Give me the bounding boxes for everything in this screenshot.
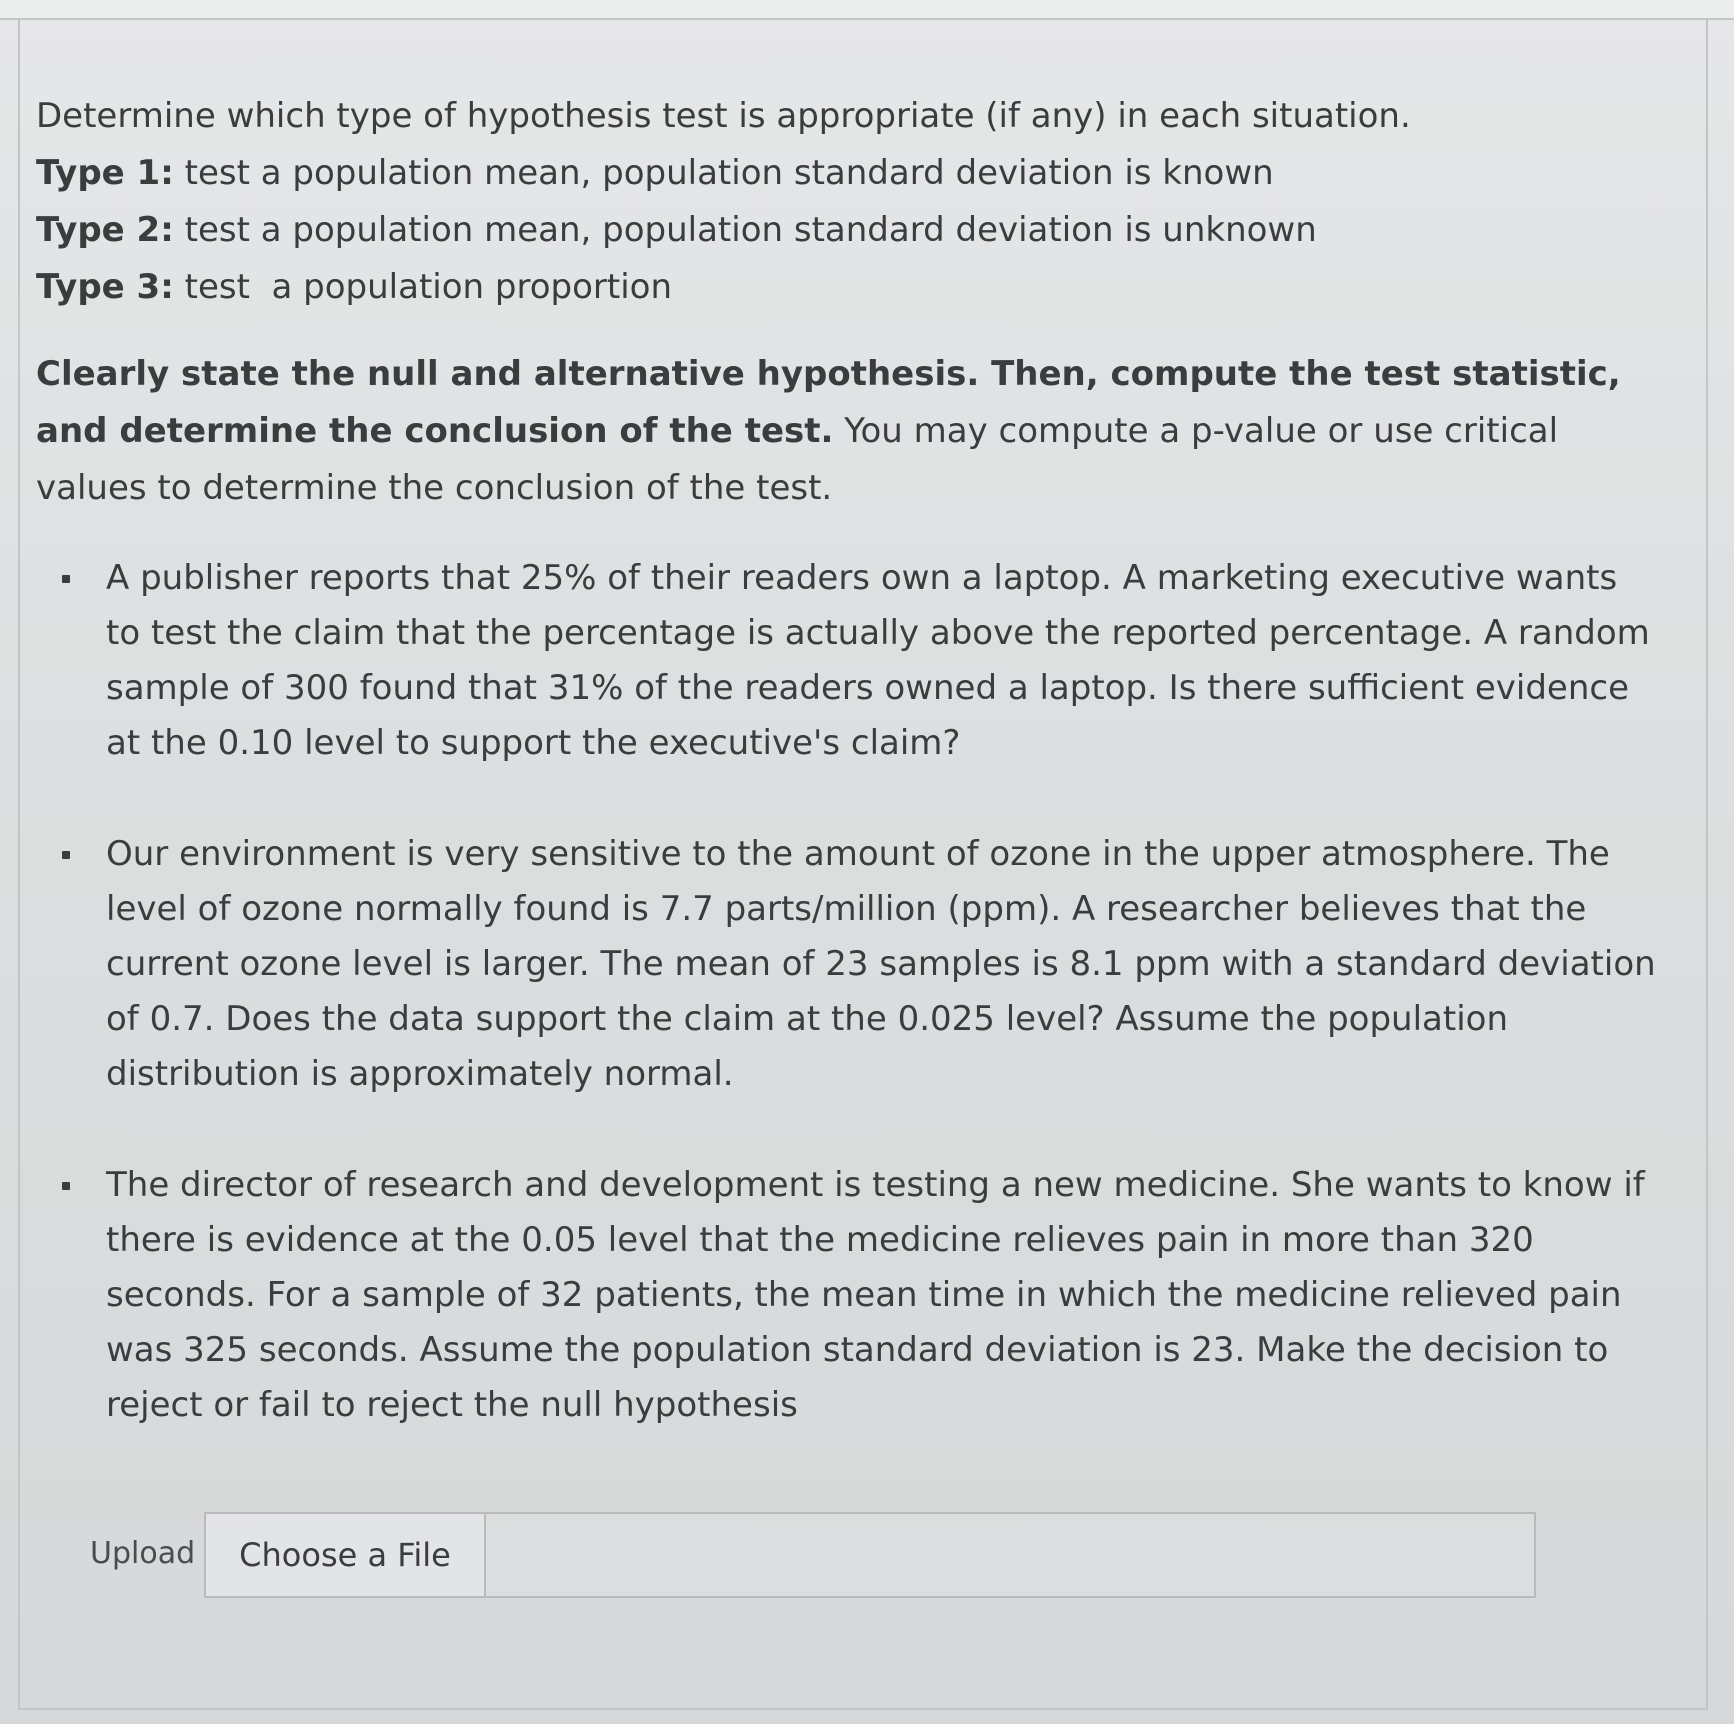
type-3-label: Type 3:	[36, 267, 174, 307]
intro-heading: Determine which type of hypothesis test is appropriate (if any) in each situation.	[36, 96, 1411, 136]
upload-label: Upload	[90, 1536, 196, 1571]
question-list	[36, 551, 1656, 1433]
intro-section	[36, 88, 1656, 316]
instructions-normal: You may compute a p-value or use critical values to determine the conclusion of the test.	[36, 411, 1559, 508]
question-item-1	[106, 551, 1656, 771]
type-1-text: test a population mean, population standard deviation is known	[173, 153, 1274, 193]
upload-row	[90, 1512, 1540, 1602]
choose-file-button[interactable]: Choose a File	[206, 1514, 486, 1596]
type-2-line	[36, 202, 1656, 259]
question-text-3: The director of research and development is testing a new medicine. She wants to know if there is evidence at the 0.05 level that the medicine relieves pain in more than 320 seconds. For a sample of 32 patients, the mean time in which the medicine relieved pain was 325 seconds. Assume the population standard deviation is 23. Make the decision to reject or fail to reject the null hypothesis	[106, 1165, 1645, 1425]
type-1-line	[36, 145, 1656, 202]
bullet-icon	[62, 851, 70, 859]
bullet-icon	[62, 575, 70, 583]
question-text-2: Our environment is very sensitive to the amount of ozone in the upper atmosphere. The level of ozone normally found is 7.7 parts/million (ppm). A researcher believes that the current ozone level is larger. The mean of 23 samples is 8.1 ppm with a standard deviation of 0.7. Does the data support the claim at the 0.025 level? Assume the population distribution is approximately normal.	[106, 834, 1656, 1094]
question-text-1: A publisher reports that 25% of their readers own a laptop. A marketing executive wants to test the claim that the percentage is actually above the reported percentage. A random sample of 300 found that 31% of the readers owned a laptop. Is there sufficient evidence at the 0.10 level to support the executive's claim?	[106, 558, 1650, 763]
type-3-text: test a population proportion	[173, 267, 673, 307]
bullet-icon	[62, 1182, 70, 1190]
type-2-label: Type 2:	[36, 210, 174, 250]
type-2-text: test a population mean, population standard deviation is unknown	[173, 210, 1317, 250]
question-item-3	[106, 1158, 1656, 1433]
upload-file-field[interactable]	[204, 1512, 1536, 1598]
instructions-bold: Clearly state the null and alternative hypothesis. Then, compute the test statistic, and determine the conclusion of the test.	[36, 354, 1621, 451]
type-1-label: Type 1:	[36, 153, 174, 193]
question-item-2	[106, 827, 1656, 1102]
type-3-line	[36, 259, 1656, 316]
question-content	[36, 88, 1656, 1489]
instructions	[36, 346, 1656, 517]
top-divider	[0, 0, 1734, 20]
